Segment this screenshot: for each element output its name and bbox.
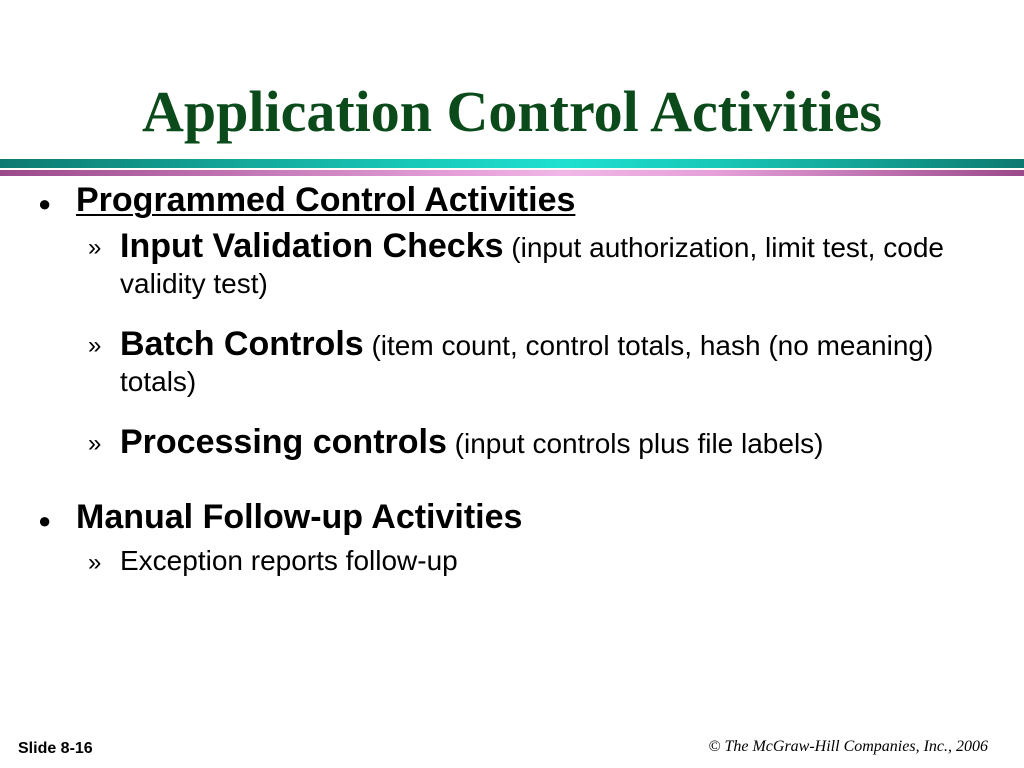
- sub-item-text: [120, 228, 978, 302]
- sub-item-text: [120, 326, 978, 400]
- sub-marker-icon: »: [88, 430, 102, 457]
- sub-item-detail: (input controls plus file labels): [454, 428, 824, 459]
- bullet-dot-icon: ●: [38, 508, 52, 533]
- bullet-heading: Manual Follow-up Activities: [76, 498, 523, 536]
- slide-number: Slide 8-16: [18, 740, 93, 757]
- sub-item-detail: (item count, control totals, hash (no meaning) totals): [120, 330, 934, 397]
- sub-item-bold: Processing controls: [120, 423, 447, 461]
- sub-item-detail: Exception reports follow-up: [120, 545, 458, 576]
- sub-marker-icon: »: [88, 549, 102, 576]
- bullet-dot-icon: ●: [38, 191, 52, 216]
- copyright-notice: © The McGraw-Hill Companies, Inc., 2006: [708, 738, 988, 755]
- bullet-heading: Programmed Control Activities: [76, 181, 576, 219]
- sub-marker-icon: »: [88, 332, 102, 359]
- divider-mauve: [0, 170, 1024, 176]
- sub-item-bold: Batch Controls: [120, 325, 364, 363]
- slide-title: Application Control Activities: [141, 79, 883, 144]
- divider-teal: [0, 159, 1024, 168]
- sub-marker-icon: »: [88, 234, 102, 261]
- sub-item-batch-controls: [88, 326, 978, 400]
- sub-item-bold: Input Validation Checks: [120, 227, 504, 265]
- sub-item-exception-reports: [88, 543, 978, 581]
- sub-item-detail: (input authorization, limit test, code validity test): [120, 232, 944, 299]
- bullet-manual-follow-up: [38, 497, 522, 537]
- sub-item-processing-controls: [88, 424, 978, 462]
- bullet-programmed-control: [38, 180, 575, 220]
- sub-item-input-validation: [88, 228, 978, 302]
- sub-item-text: [120, 424, 824, 462]
